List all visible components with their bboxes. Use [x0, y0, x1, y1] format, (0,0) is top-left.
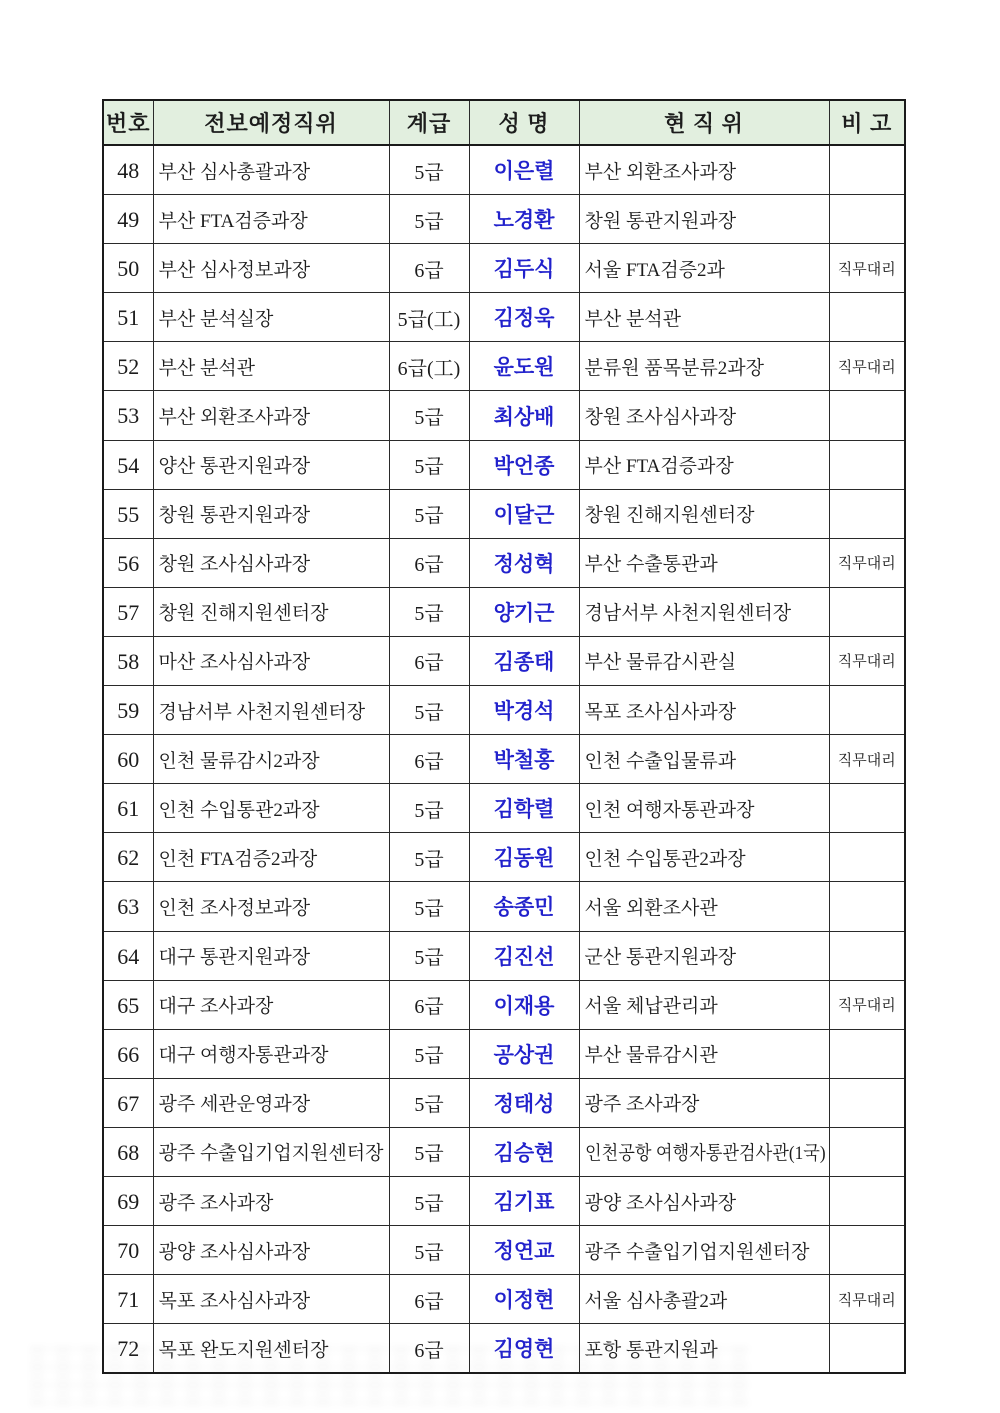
- rank-cell: 5급: [389, 784, 469, 833]
- remarks-cell: [829, 882, 905, 931]
- name-cell: 김동원: [469, 833, 579, 882]
- table-row: [103, 1176, 905, 1225]
- table-body: [103, 145, 905, 1373]
- rank-cell: 6급: [389, 636, 469, 685]
- table-row: [103, 931, 905, 980]
- rank-cell: 6급: [389, 735, 469, 784]
- row-number-cell: 51: [103, 293, 153, 342]
- remarks-cell: 직무대리: [829, 735, 905, 784]
- rank-cell: 5급: [389, 931, 469, 980]
- current-position-cell: 부산 분석관: [579, 293, 829, 342]
- table-row: [103, 784, 905, 833]
- name-cell: 정연교: [469, 1226, 579, 1275]
- planned-position-cell: 대구 통관지원과장: [153, 931, 389, 980]
- rank-cell: 5급: [389, 1176, 469, 1225]
- remarks-cell: [829, 1127, 905, 1176]
- rank-cell: 6급: [389, 1275, 469, 1324]
- planned-position-cell: 양산 통관지원과장: [153, 440, 389, 489]
- current-position-cell: 창원 진해지원센터장: [579, 489, 829, 538]
- remarks-cell: [829, 1176, 905, 1225]
- table-row: [103, 1275, 905, 1324]
- row-number-cell: 66: [103, 1029, 153, 1078]
- column-header-name: 성 명: [469, 100, 579, 145]
- planned-position-cell: 인천 조사정보과장: [153, 882, 389, 931]
- rank-cell: 5급: [389, 882, 469, 931]
- name-cell: 송종민: [469, 882, 579, 931]
- planned-position-cell: 경남서부 사천지원센터장: [153, 686, 389, 735]
- table-row: [103, 636, 905, 685]
- current-position-cell: 부산 물류감시관: [579, 1029, 829, 1078]
- rank-cell: 6급(工): [389, 342, 469, 391]
- remarks-cell: [829, 195, 905, 244]
- table-row: [103, 538, 905, 587]
- row-number-cell: 68: [103, 1127, 153, 1176]
- remarks-cell: [829, 686, 905, 735]
- current-position-cell: 부산 물류감시관실: [579, 636, 829, 685]
- row-number-cell: 50: [103, 244, 153, 293]
- rank-cell: 5급: [389, 1226, 469, 1275]
- current-position-cell: 인천공항 여행자통관검사관(1국): [579, 1127, 829, 1176]
- name-cell: 김승현: [469, 1127, 579, 1176]
- name-cell: 김진선: [469, 931, 579, 980]
- row-number-cell: 64: [103, 931, 153, 980]
- row-number-cell: 53: [103, 391, 153, 440]
- name-cell: 박경석: [469, 686, 579, 735]
- table-row: [103, 735, 905, 784]
- planned-position-cell: 창원 조사심사과장: [153, 538, 389, 587]
- planned-position-cell: 부산 심사총괄과장: [153, 145, 389, 195]
- current-position-cell: 창원 조사심사과장: [579, 391, 829, 440]
- planned-position-cell: 광주 조사과장: [153, 1176, 389, 1225]
- table-row: [103, 1226, 905, 1275]
- rank-cell: 5급: [389, 195, 469, 244]
- remarks-cell: [829, 931, 905, 980]
- column-header-current-position: 현 직 위: [579, 100, 829, 145]
- row-number-cell: 52: [103, 342, 153, 391]
- column-header-rank: 계급: [389, 100, 469, 145]
- name-cell: 공상권: [469, 1029, 579, 1078]
- name-cell: 김영현: [469, 1324, 579, 1374]
- current-position-cell: 인천 수출입물류과: [579, 735, 829, 784]
- row-number-cell: 49: [103, 195, 153, 244]
- rank-cell: 5급: [389, 686, 469, 735]
- current-position-cell: 서울 FTA검증2과: [579, 244, 829, 293]
- row-number-cell: 60: [103, 735, 153, 784]
- remarks-cell: [829, 784, 905, 833]
- planned-position-cell: 광양 조사심사과장: [153, 1226, 389, 1275]
- table-row: [103, 195, 905, 244]
- rank-cell: 5급: [389, 833, 469, 882]
- remarks-cell: [829, 145, 905, 195]
- current-position-cell: 창원 통관지원과장: [579, 195, 829, 244]
- table-row: [103, 440, 905, 489]
- name-cell: 최상배: [469, 391, 579, 440]
- rank-cell: 5급: [389, 1029, 469, 1078]
- planned-position-cell: 광주 세관운영과장: [153, 1078, 389, 1127]
- rank-cell: 5급: [389, 587, 469, 636]
- current-position-cell: 부산 FTA검증과장: [579, 440, 829, 489]
- current-position-cell: 서울 체납관리과: [579, 980, 829, 1029]
- row-number-cell: 67: [103, 1078, 153, 1127]
- remarks-cell: 직무대리: [829, 244, 905, 293]
- current-position-cell: 서울 심사총괄2과: [579, 1275, 829, 1324]
- planned-position-cell: 부산 외환조사과장: [153, 391, 389, 440]
- planned-position-cell: 인천 물류감시2과장: [153, 735, 389, 784]
- row-number-cell: 54: [103, 440, 153, 489]
- remarks-cell: 직무대리: [829, 1275, 905, 1324]
- table-row: [103, 980, 905, 1029]
- planned-position-cell: 목포 조사심사과장: [153, 1275, 389, 1324]
- planned-position-cell: 광주 수출입기업지원센터장: [153, 1127, 389, 1176]
- planned-position-cell: 인천 수입통관2과장: [153, 784, 389, 833]
- row-number-cell: 48: [103, 145, 153, 195]
- name-cell: 김학렬: [469, 784, 579, 833]
- rank-cell: 5급: [389, 1078, 469, 1127]
- header-row: [103, 100, 905, 145]
- row-number-cell: 70: [103, 1226, 153, 1275]
- planned-position-cell: 인천 FTA검증2과장: [153, 833, 389, 882]
- remarks-cell: 직무대리: [829, 980, 905, 1029]
- table-header: [103, 100, 905, 145]
- planned-position-cell: 부산 분석관: [153, 342, 389, 391]
- row-number-cell: 57: [103, 587, 153, 636]
- table-row: [103, 489, 905, 538]
- planned-position-cell: 목포 완도지원센터장: [153, 1324, 389, 1374]
- row-number-cell: 69: [103, 1176, 153, 1225]
- table-row: [103, 1078, 905, 1127]
- name-cell: 노경환: [469, 195, 579, 244]
- current-position-cell: 광주 수출입기업지원센터장: [579, 1226, 829, 1275]
- column-header-planned-position: 전보예정직위: [153, 100, 389, 145]
- column-header-number: 번호: [103, 100, 153, 145]
- current-position-cell: 군산 통관지원과장: [579, 931, 829, 980]
- name-cell: 김정욱: [469, 293, 579, 342]
- name-cell: 김종태: [469, 636, 579, 685]
- planned-position-cell: 부산 심사정보과장: [153, 244, 389, 293]
- name-cell: 정성혁: [469, 538, 579, 587]
- remarks-cell: [829, 833, 905, 882]
- name-cell: 김기표: [469, 1176, 579, 1225]
- name-cell: 정태성: [469, 1078, 579, 1127]
- table-row: [103, 244, 905, 293]
- rank-cell: 5급: [389, 440, 469, 489]
- current-position-cell: 인천 여행자통관과장: [579, 784, 829, 833]
- table-row: [103, 882, 905, 931]
- planned-position-cell: 대구 조사과장: [153, 980, 389, 1029]
- current-position-cell: 부산 수출통관과: [579, 538, 829, 587]
- current-position-cell: 경남서부 사천지원센터장: [579, 587, 829, 636]
- row-number-cell: 61: [103, 784, 153, 833]
- personnel-transfer-table: [102, 99, 906, 1374]
- table-row: [103, 1127, 905, 1176]
- planned-position-cell: 부산 분석실장: [153, 293, 389, 342]
- planned-position-cell: 마산 조사심사과장: [153, 636, 389, 685]
- current-position-cell: 포항 통관지원과: [579, 1324, 829, 1374]
- name-cell: 이정현: [469, 1275, 579, 1324]
- rank-cell: 6급: [389, 538, 469, 587]
- current-position-cell: 광양 조사심사과장: [579, 1176, 829, 1225]
- remarks-cell: [829, 1324, 905, 1374]
- table-row: [103, 342, 905, 391]
- row-number-cell: 62: [103, 833, 153, 882]
- planned-position-cell: 창원 통관지원과장: [153, 489, 389, 538]
- rank-cell: 5급: [389, 391, 469, 440]
- remarks-cell: 직무대리: [829, 342, 905, 391]
- current-position-cell: 인천 수입통관2과장: [579, 833, 829, 882]
- current-position-cell: 부산 외환조사과장: [579, 145, 829, 195]
- name-cell: 양기근: [469, 587, 579, 636]
- remarks-cell: [829, 587, 905, 636]
- remarks-cell: [829, 440, 905, 489]
- rank-cell: 6급: [389, 1324, 469, 1374]
- table-row: [103, 1029, 905, 1078]
- row-number-cell: 72: [103, 1324, 153, 1374]
- remarks-cell: [829, 1029, 905, 1078]
- row-number-cell: 56: [103, 538, 153, 587]
- row-number-cell: 59: [103, 686, 153, 735]
- rank-cell: 5급: [389, 145, 469, 195]
- row-number-cell: 55: [103, 489, 153, 538]
- name-cell: 윤도원: [469, 342, 579, 391]
- rank-cell: 5급(工): [389, 293, 469, 342]
- remarks-cell: [829, 391, 905, 440]
- planned-position-cell: 부산 FTA검증과장: [153, 195, 389, 244]
- row-number-cell: 63: [103, 882, 153, 931]
- planned-position-cell: 창원 진해지원센터장: [153, 587, 389, 636]
- name-cell: 박철홍: [469, 735, 579, 784]
- remarks-cell: [829, 1226, 905, 1275]
- remarks-cell: 직무대리: [829, 636, 905, 685]
- remarks-cell: [829, 1078, 905, 1127]
- remarks-cell: 직무대리: [829, 538, 905, 587]
- current-position-cell: 서울 외환조사관: [579, 882, 829, 931]
- name-cell: 이은렬: [469, 145, 579, 195]
- table-row: [103, 391, 905, 440]
- remarks-cell: [829, 293, 905, 342]
- name-cell: 이달근: [469, 489, 579, 538]
- current-position-cell: 광주 조사과장: [579, 1078, 829, 1127]
- row-number-cell: 58: [103, 636, 153, 685]
- table-row: [103, 833, 905, 882]
- planned-position-cell: 대구 여행자통관과장: [153, 1029, 389, 1078]
- name-cell: 이재용: [469, 980, 579, 1029]
- table-row: [103, 587, 905, 636]
- table-row: [103, 1324, 905, 1374]
- name-cell: 박언종: [469, 440, 579, 489]
- table-row: [103, 293, 905, 342]
- remarks-cell: [829, 489, 905, 538]
- current-position-cell: 분류원 품목분류2과장: [579, 342, 829, 391]
- current-position-cell: 목포 조사심사과장: [579, 686, 829, 735]
- column-header-remarks: 비 고: [829, 100, 905, 145]
- rank-cell: 5급: [389, 1127, 469, 1176]
- name-cell: 김두식: [469, 244, 579, 293]
- row-number-cell: 65: [103, 980, 153, 1029]
- rank-cell: 5급: [389, 489, 469, 538]
- rank-cell: 6급: [389, 244, 469, 293]
- table-row: [103, 686, 905, 735]
- table-row: [103, 145, 905, 195]
- row-number-cell: 71: [103, 1275, 153, 1324]
- rank-cell: 6급: [389, 980, 469, 1029]
